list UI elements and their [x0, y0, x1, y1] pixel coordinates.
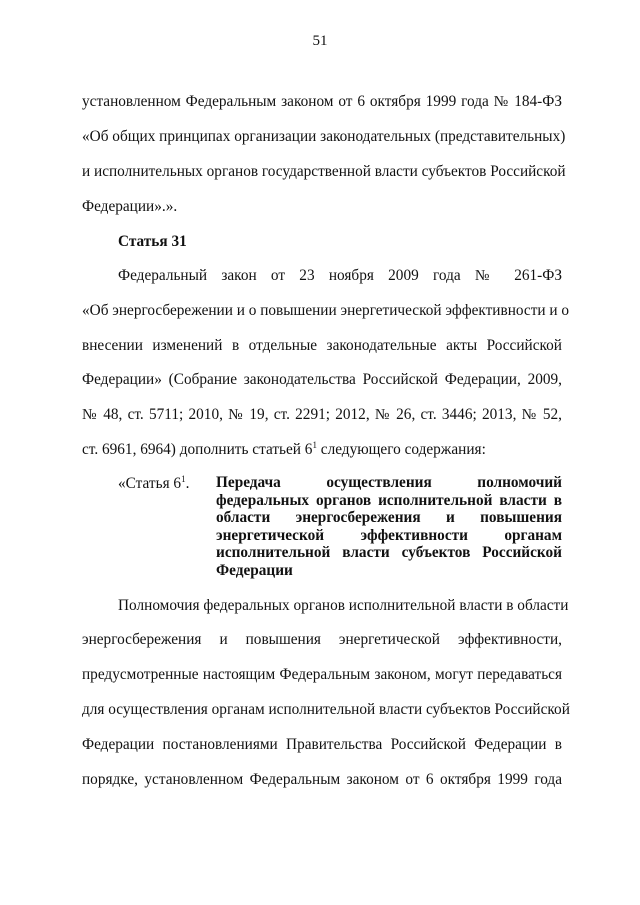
text-line: № 48, ст. 5711; 2010, № 19, ст. 2291; 2012, № 26, ст. 3446; 2013, № 52,: [82, 406, 562, 423]
text-fragment: следующего содержания:: [316, 441, 486, 458]
heading-line: исполнительной власти субъектов Российской: [216, 544, 562, 562]
heading-line: Передача осуществления полномочий: [216, 474, 562, 491]
text-line: предусмотренные настоящим Федеральным законом, могут передаваться: [82, 666, 562, 683]
text-line: «Об энергосбережении и о повышении энергетической эффективности и о: [82, 302, 570, 319]
text-fragment: ст. 6961, 6964) дополнить статьей 6: [82, 441, 313, 458]
article-31-title: Статья 31: [118, 233, 187, 250]
text-line: для осуществления органам исполнительной власти субъектов Российской: [82, 701, 570, 718]
heading-line: федеральных органов исполнительной власти в: [216, 491, 562, 509]
heading-line: Федерации: [216, 561, 293, 579]
superscript: 1: [181, 474, 186, 484]
text-line: порядке, установленном Федеральным законом от 6 октября 1999 года: [82, 771, 562, 788]
text-line: «Об общих принципах организации законодательных (представительных): [82, 128, 566, 145]
text-fragment: «Статья 6: [118, 475, 182, 492]
superscript: 1: [312, 440, 317, 450]
new-article-heading: [216, 474, 562, 580]
page-number: 51: [312, 33, 328, 49]
text-line: энергосбережения и повышения энергетической эффективности,: [82, 631, 562, 648]
text-line: Федеральный закон от 23 ноября 2009 года № 261-ФЗ: [118, 267, 562, 284]
new-article-label: [118, 474, 189, 494]
text-line: Федерации» (Собрание законодательства Российской Федерации, 2009,: [82, 371, 562, 388]
text-line: Полномочия федеральных органов исполнительной власти в области: [118, 597, 569, 614]
heading-line: энергетической эффективности органам: [216, 526, 562, 544]
text-line: Федерации».».: [82, 198, 178, 215]
text-fragment: .: [185, 475, 190, 492]
text-line: установленном Федеральным законом от 6 октября 1999 года № 184-ФЗ: [82, 93, 562, 110]
text-line-with-superscript: [82, 440, 562, 460]
text-line: и исполнительных органов государственной власти субъектов Российской: [82, 163, 566, 180]
text-line: внесении изменений в отдельные законодательные акты Российской: [82, 337, 562, 354]
heading-line: области энергосбережения и повышения: [216, 509, 562, 527]
text-line: Федерации постановлениями Правительства Российской Федерации в: [82, 736, 562, 753]
